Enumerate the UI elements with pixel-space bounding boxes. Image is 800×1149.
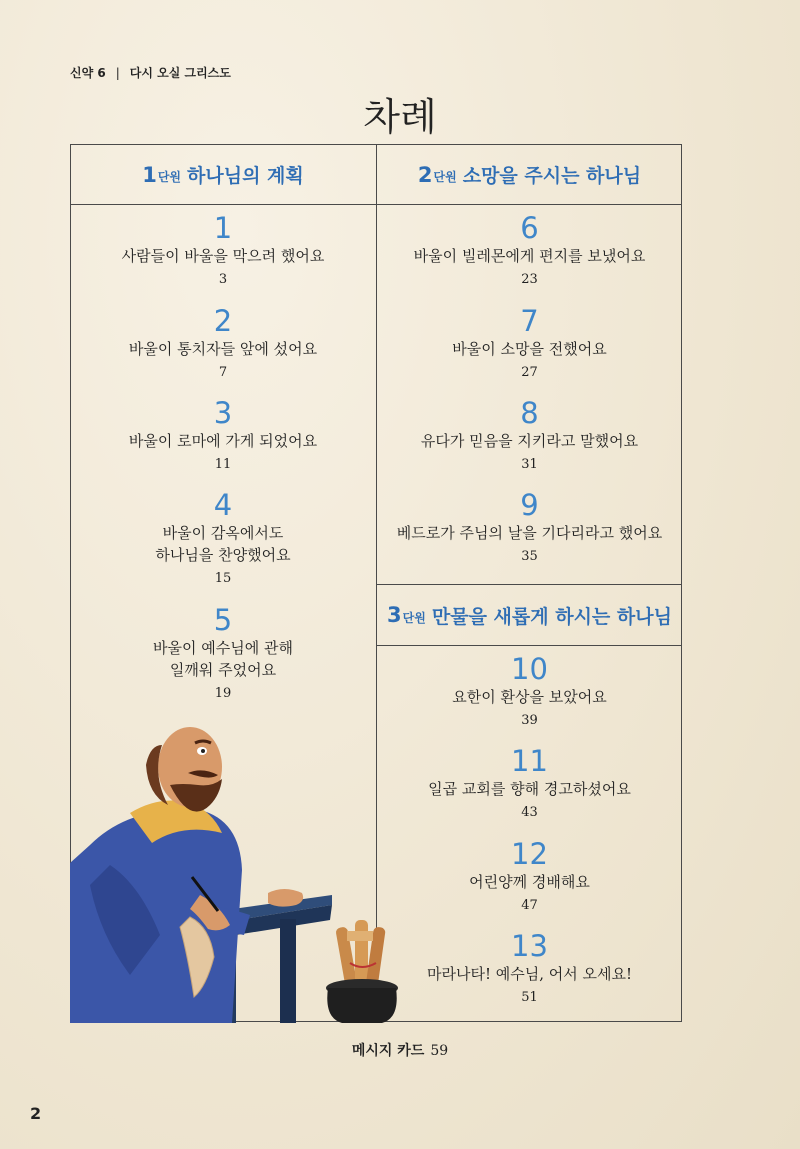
series-name: 신약 6 (70, 66, 106, 80)
lesson-page: 15 (214, 571, 232, 586)
header-divider (70, 204, 682, 205)
lesson-8[interactable] (377, 398, 682, 474)
lesson-9[interactable] (377, 490, 682, 566)
book-title: 다시 오실 그리스도 (129, 66, 231, 80)
lesson-number: 10 (511, 652, 548, 686)
lesson-title: 어린양께 경배해요 (469, 873, 590, 891)
lesson-page: 3 (218, 272, 228, 287)
lesson-page: 11 (214, 457, 232, 472)
unit-word: 단원 (433, 170, 457, 184)
footer-label: 메시지 카드 (351, 1043, 425, 1059)
lesson-2[interactable] (70, 306, 376, 382)
unit-title: 하나님의 계획 (187, 165, 304, 187)
lesson-1[interactable] (70, 213, 376, 289)
lesson-page: 35 (521, 549, 538, 564)
unit-number: 1 (142, 162, 157, 187)
unit-title: 소망을 주시는 하나님 (462, 165, 642, 187)
message-card-entry[interactable] (0, 1040, 800, 1060)
lesson-13[interactable] (377, 931, 682, 1007)
unit-word: 단원 (402, 610, 426, 625)
lesson-11[interactable] (377, 746, 682, 822)
lesson-number: 12 (511, 837, 548, 871)
lesson-page: 43 (521, 805, 538, 820)
lesson-page: 19 (214, 686, 232, 701)
series-label (70, 64, 231, 81)
lesson-10[interactable] (377, 654, 682, 730)
lesson-number: 9 (520, 488, 539, 522)
lesson-number: 3 (213, 396, 233, 430)
lesson-title-line1: 바울이 감옥에서도 (162, 524, 284, 542)
lesson-title: 요한이 환상을 보았어요 (452, 688, 607, 706)
unit-3-heading[interactable] (377, 585, 682, 645)
lesson-number: 5 (213, 603, 233, 637)
unit-2-heading[interactable] (377, 145, 682, 204)
lesson-title: 마라나타! 예수님, 어서 오세요! (426, 965, 632, 983)
lesson-number: 11 (511, 744, 548, 778)
lesson-number: 1 (213, 211, 233, 245)
lesson-12[interactable] (377, 839, 682, 915)
lesson-title: 바울이 로마에 가게 되었어요 (128, 432, 318, 450)
lesson-4[interactable] (70, 490, 376, 588)
unit-word: 단원 (157, 170, 182, 184)
lesson-number: 6 (520, 211, 539, 245)
unit3-bottom-divider (376, 645, 682, 646)
lesson-title-line1: 바울이 예수님에 관해 (153, 639, 293, 657)
lesson-page: 39 (521, 713, 538, 728)
page-title: 차례 (363, 95, 437, 139)
lesson-page: 7 (218, 365, 228, 380)
lesson-number: 8 (520, 396, 539, 430)
unit-1-heading[interactable] (70, 145, 376, 204)
lesson-title: 유다가 믿음을 지키라고 말했어요 (420, 432, 639, 450)
lesson-6[interactable] (377, 213, 682, 289)
unit-number: 3 (387, 603, 402, 627)
lesson-title: 일곱 교회를 향해 경고하셨어요 (428, 780, 631, 798)
lesson-title: 바울이 빌레몬에게 편지를 보냈어요 (413, 247, 646, 265)
lesson-title: 사람들이 바울을 막으려 했어요 (121, 247, 325, 265)
lesson-title: 베드로가 주님의 날을 기다리라고 했어요 (396, 524, 663, 542)
lesson-number: 13 (511, 929, 548, 963)
lesson-number: 7 (520, 304, 539, 338)
lesson-page: 51 (521, 990, 538, 1005)
scroll-pot (326, 920, 398, 1023)
unit-title: 만물을 새롭게 하시는 하나님 (431, 605, 672, 628)
lesson-number: 2 (213, 304, 233, 338)
lesson-5[interactable] (70, 605, 376, 703)
lesson-page: 47 (521, 898, 538, 913)
paul-writing-illustration (70, 705, 415, 1023)
lesson-title-line2: 일깨워 주었어요 (169, 661, 277, 679)
lesson-number: 4 (213, 488, 233, 522)
unit-number: 2 (417, 162, 433, 187)
lesson-page: 31 (521, 457, 538, 472)
lesson-title: 바울이 소망을 전했어요 (452, 340, 607, 358)
lesson-title: 바울이 통치자들 앞에 섰어요 (128, 340, 318, 358)
footer-page: 59 (430, 1043, 449, 1059)
page-number: 2 (30, 1104, 42, 1123)
lesson-page: 27 (521, 365, 538, 380)
lesson-7[interactable] (377, 306, 682, 382)
series-separator: | (115, 66, 120, 80)
paul-figure (70, 727, 303, 1023)
lesson-page: 23 (521, 272, 538, 287)
lesson-3[interactable] (70, 398, 376, 474)
lesson-title-line2: 하나님을 찬양했어요 (155, 546, 291, 564)
